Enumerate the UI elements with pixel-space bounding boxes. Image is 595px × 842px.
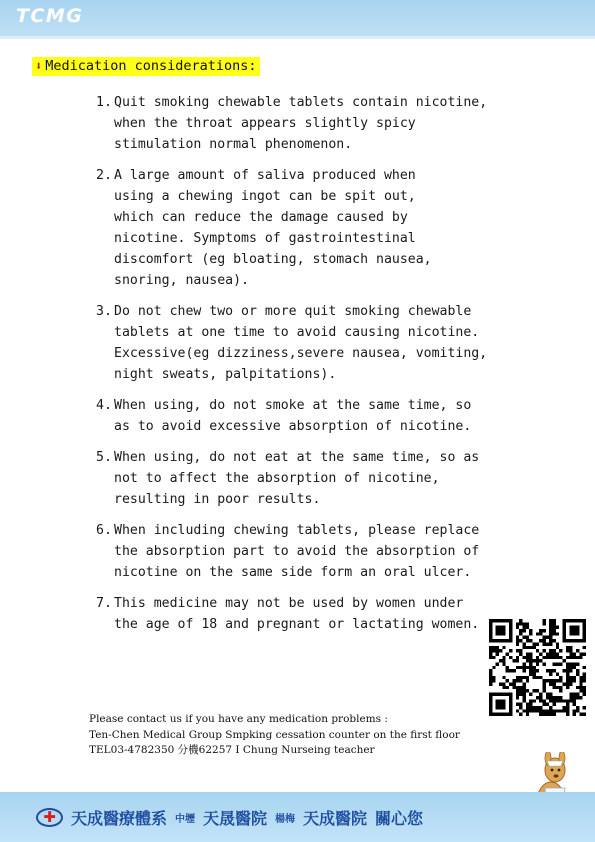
list-item-number: 2. (96, 168, 112, 183)
header-bar (0, 0, 595, 36)
list-item-line: night sweats, palpitations). (114, 367, 337, 382)
list-item (96, 593, 506, 635)
list-item-line: tablets at one time to avoid causing nicotine. (114, 325, 480, 340)
brand-logo-text: TCMG (16, 5, 84, 27)
list-item-text (114, 447, 479, 510)
list-item-number: 7. (96, 596, 112, 611)
contact-line-3: TEL03-4782350 分機62257 I Chung Nurseing teacher (89, 744, 375, 756)
list-item-line: Do not chew two or more quit smoking chewable (114, 304, 472, 319)
list-item-text (114, 593, 479, 635)
contact-line-1: Please contact us if you have any medication problems : (89, 713, 388, 725)
header-divider (0, 36, 595, 39)
list-item (96, 165, 506, 291)
list-item-text (114, 395, 471, 437)
list-item-line: When including chewing tablets, please replace (114, 523, 480, 538)
list-item-line: When using, do not smoke at the same time, so (114, 398, 472, 413)
list-item-line: Quit smoking chewable tablets contain nicotine, (114, 95, 488, 110)
logo-cross: ✚ (43, 807, 56, 826)
list-item-line: the age of 18 and pregnant or lactating women. (114, 617, 480, 632)
section-heading (32, 57, 260, 76)
list-item-line: the absorption part to avoid the absorption of (114, 544, 480, 559)
footer-hospital-banner (36, 805, 423, 829)
list-item (96, 520, 506, 583)
list-item-line: when the throat appears slightly spicy (114, 116, 416, 131)
list-item-line: not to affect the absorption of nicotine, (114, 471, 440, 486)
arrow-down-icon: ⬇ (35, 59, 43, 73)
list-item-line: This medicine may not be used by women under (114, 596, 464, 611)
considerations-list (96, 92, 506, 645)
contact-line-2: Ten-Chen Medical Group Smpking cessation counter on the first floor (89, 728, 460, 741)
list-item-number: 1. (96, 95, 112, 110)
slogan: 關心您 (375, 808, 424, 828)
list-item-number: 6. (96, 523, 112, 538)
list-item-number: 3. (96, 304, 112, 319)
list-item-line: snoring, nausea). (114, 273, 249, 288)
list-item-line: nicotine. Symptoms of gastrointestinal (114, 231, 416, 246)
location-1: 中壢 (175, 813, 196, 825)
hospital-logo-icon (36, 808, 63, 827)
list-item-line: discomfort (eg bloating, stomach nausea, (114, 252, 432, 267)
location-2: 楊梅 (275, 813, 296, 825)
list-item-text (114, 92, 487, 155)
list-item (96, 395, 506, 437)
hospital-2: 天成醫院 (303, 808, 368, 828)
list-item (96, 92, 506, 155)
list-item-line: nicotine on the same side form an oral ulcer. (114, 565, 472, 580)
section-heading-label: Medication considerations: (45, 58, 257, 74)
qr-code (489, 619, 586, 716)
list-item-line: resulting in poor results. (114, 492, 321, 507)
group-name: 天成醫療體系 (71, 808, 168, 828)
list-item-line: as to avoid excessive absorption of nicotine. (114, 419, 472, 434)
list-item-number: 5. (96, 450, 112, 465)
list-item (96, 301, 506, 385)
list-item-line: using a chewing ingot can be spit out, (114, 189, 416, 204)
list-item-line: When using, do not eat at the same time, so as (114, 450, 480, 465)
list-item-line: stimulation normal phenomenon. (114, 137, 353, 152)
list-item-text (114, 520, 479, 583)
list-item (96, 447, 506, 510)
list-item-line: Excessive(eg dizziness,severe nausea, vomiting, (114, 346, 488, 361)
hospital-1: 天晟醫院 (203, 808, 268, 828)
list-item-text (114, 301, 487, 385)
list-item-line: which can reduce the damage caused by (114, 210, 408, 225)
list-item-text (114, 165, 432, 291)
list-item-line: A large amount of saliva produced when (114, 168, 416, 183)
contact-info (89, 712, 460, 759)
list-item-number: 4. (96, 398, 112, 413)
